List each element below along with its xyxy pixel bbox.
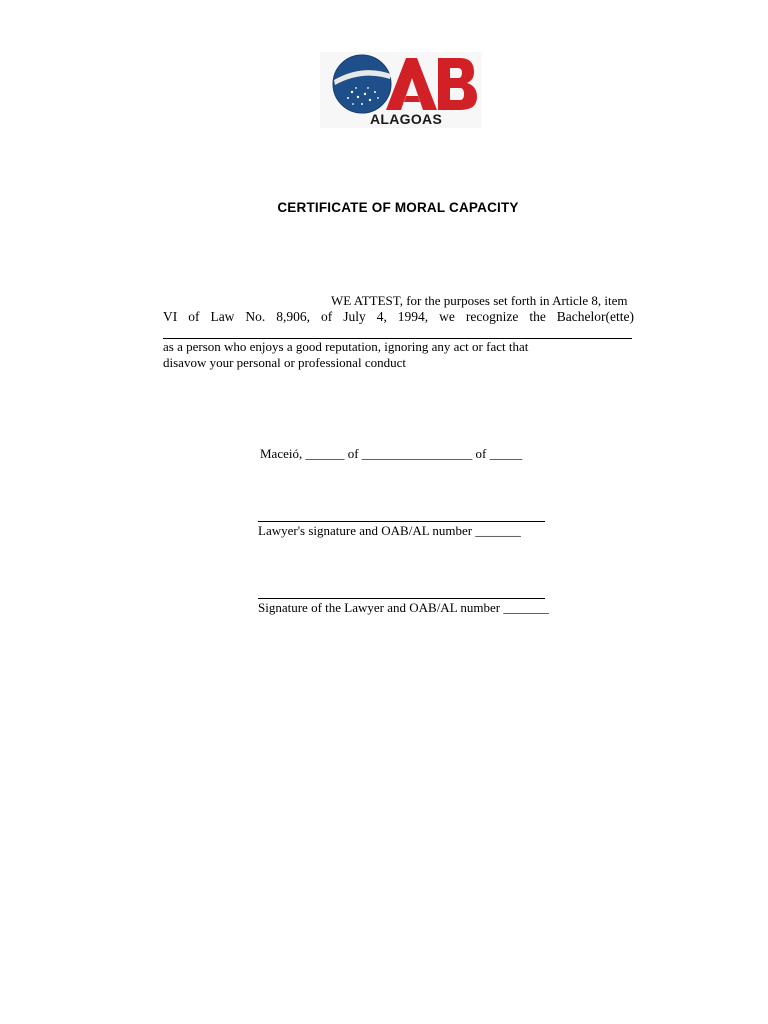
bachelor-name-blank [163, 325, 632, 339]
paragraph-line-2: VI of Law No. 8,906, of July 4, 1994, we recognize the Bachelor(ette) [163, 309, 634, 324]
signature-rule [258, 584, 545, 599]
signature-label: Lawyer's signature and OAB/AL number _______ [258, 523, 521, 538]
signature-block-1 [258, 507, 545, 539]
date-line: Maceió, ______ of _________________ of _____ [260, 446, 523, 461]
logo-text: ALAGOAS [370, 111, 443, 127]
paragraph-line-4: as a person who enjoys a good reputation, ignoring any act or fact that [163, 339, 529, 354]
signature-block-2 [258, 584, 549, 616]
paragraph-line-5: disavow your personal or professional conduct [163, 355, 406, 370]
attestation-paragraph [163, 293, 634, 371]
signature-rule [258, 507, 545, 522]
document-title: CERTIFICATE OF MORAL CAPACITY [277, 200, 519, 215]
signature-label: Signature of the Lawyer and OAB/AL number _______ [258, 600, 549, 615]
paragraph-line-1: WE ATTEST, for the purposes set forth in Article 8, item [331, 293, 628, 308]
oab-alagoas-logo [320, 52, 482, 128]
